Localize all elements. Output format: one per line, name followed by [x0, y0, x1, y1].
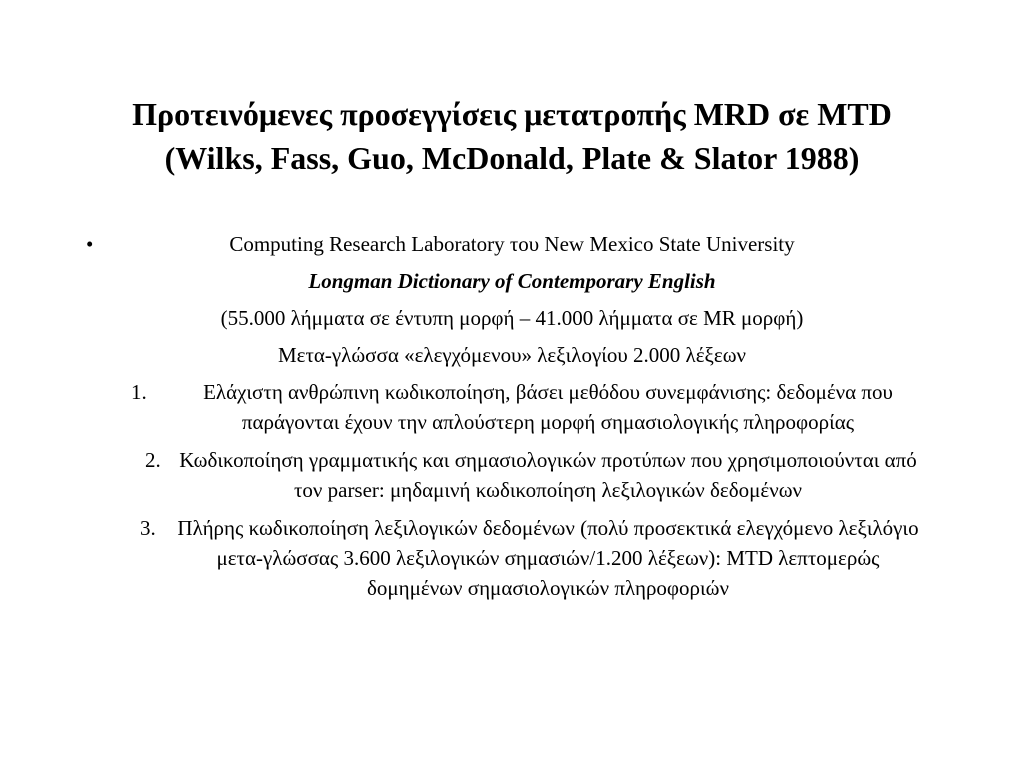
list-item-number: 1.: [131, 380, 147, 404]
list-item-text: Κωδικοποίηση γραμματικής και σημασιολογικών προτύπων που χρησιμοποιούνται από τον parser: μηδαμινή κωδικοποίηση λεξιλογικών δεδομένων: [179, 448, 917, 502]
intro-line-lab: Computing Research Laboratory του New Mexico State University: [229, 232, 795, 256]
list-item-1: [0, 374, 1024, 437]
list-item-text: Πλήρης κωδικοποίηση λεξιλογικών δεδομένων (πολύ προσεκτικά ελεγχόμενο λεξιλόγιο μετα-γλώσσας 3.600 λεξιλογικών σημασιών/1.200 λέξεων): MTD λεπτομερώς δομημένων σημασιολογικών πληροφοριών: [177, 516, 919, 600]
slide-title: [60, 92, 964, 180]
slide-body: [0, 226, 1024, 603]
list-item-3: [0, 510, 1024, 603]
bullet-marker: •: [86, 232, 94, 256]
title-line-2: (Wilks, Fass, Guo, McDonald, Plate & Slator 1988): [164, 140, 860, 176]
list-item-number: 3.: [140, 516, 156, 540]
intro-line-entries: (55.000 λήμματα σε έντυπη μορφή – 41.000 λήμματα σε MR μορφή): [220, 306, 804, 330]
list-item-2: [0, 442, 1024, 505]
intro-line-dictionary: Longman Dictionary of Contemporary English: [308, 269, 716, 293]
intro-line-metalanguage: Μετα-γλώσσα «ελεγχόμενου» λεξιλογίου 2.000 λέξεων: [277, 343, 747, 367]
list-item-text: Ελάχιστη ανθρώπινη κωδικοποίηση, βάσει μεθόδου συνεμφάνισης: δεδομένα που παράγονται έχουν την απλούστερη μορφή σημασιολογικής πληροφορίας: [203, 380, 893, 434]
list-item-number: 2.: [145, 448, 161, 472]
title-line-1: Προτεινόμενες προσεγγίσεις μετατροπής MRD σε MTD: [132, 96, 892, 132]
